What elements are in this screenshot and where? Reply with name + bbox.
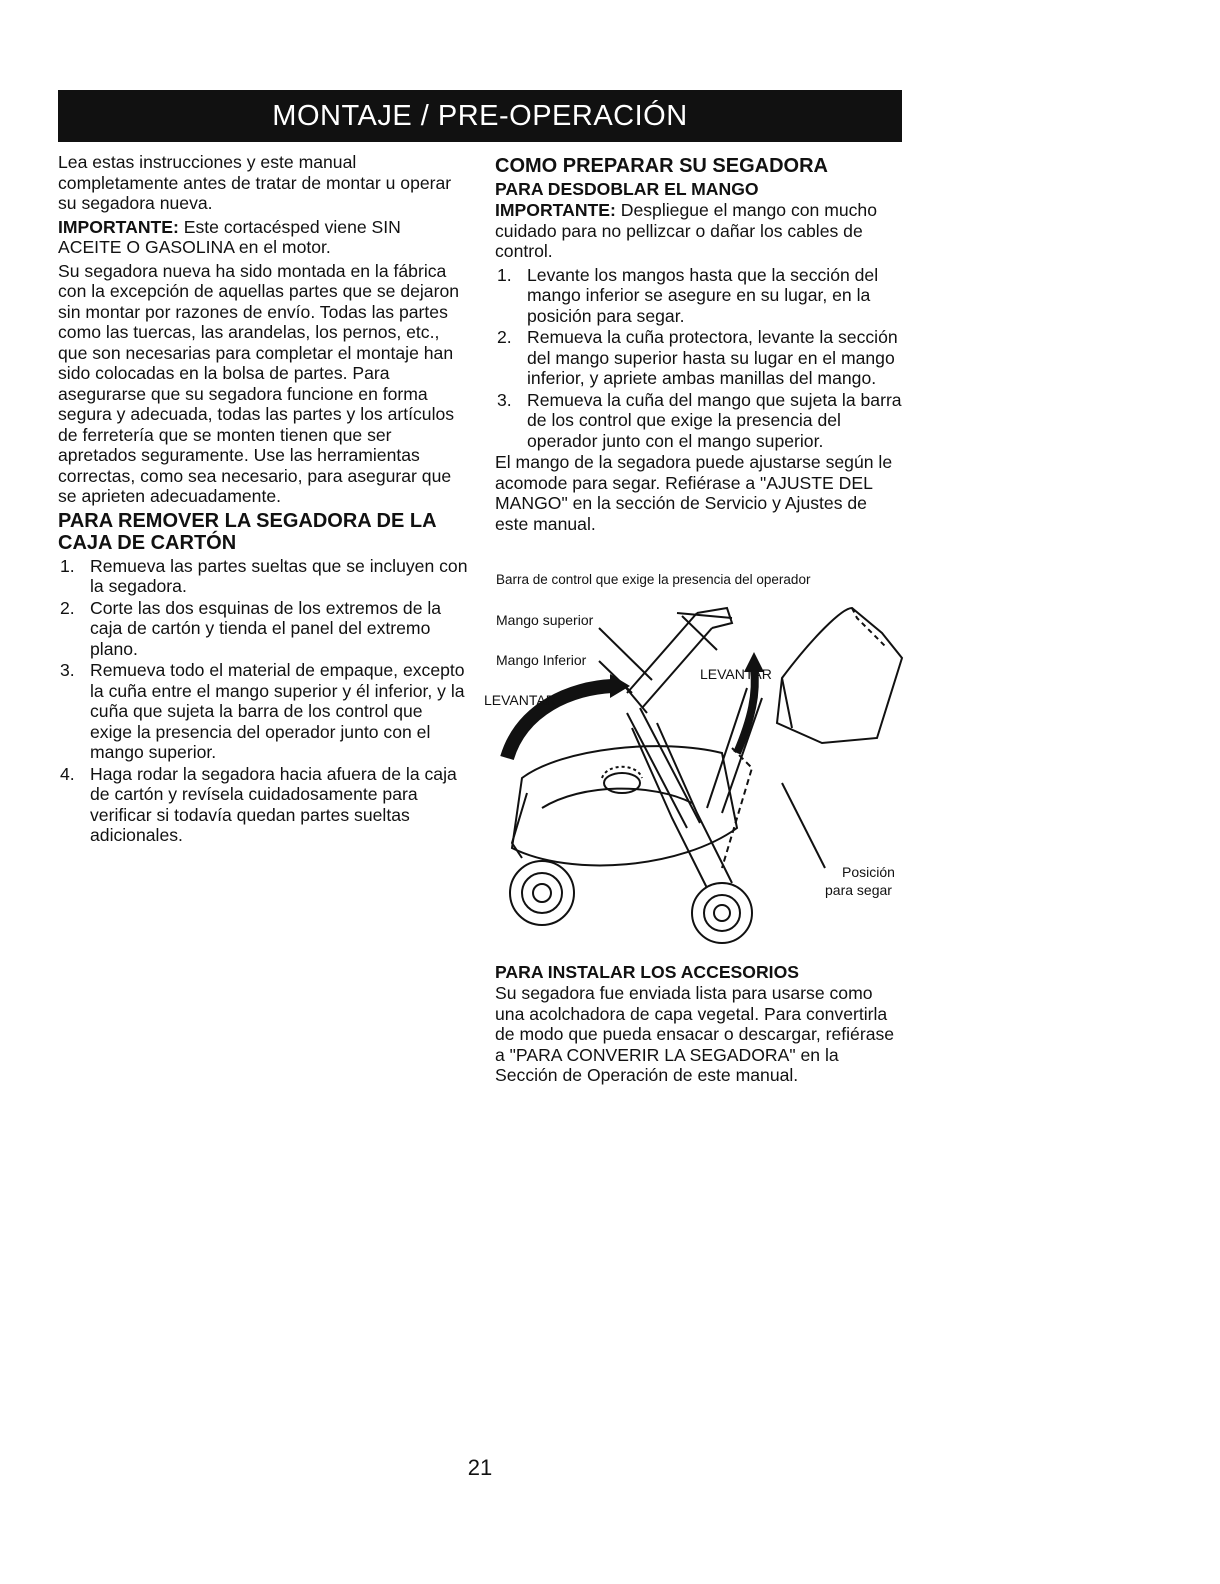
assembly-paragraph: Su segadora nueva ha sido montada en la fábrica con la excepción de aquellas partes que se dejaron sin montar por razones de envío. Todas las partes como las tuercas, las arandelas, los pernos, etc., que son necesarias para completar el montaje han sido colocadas en la bolsa de partes. Para asegurarse que su segadora funcione en forma segura y adecuada, todas las partes y los artículos de ferretería que se monten tienen que ser apretados seguramente. Use las herramientas correctas, como sea necesario, para asegurar que se aprieten adecuadamente. [58,260,460,506]
adjust-paragraph: El mango de la segadora puede ajustarse según le acomode para segar. Refiérase a "AJUSTE DEL MANGO" en la sección de Servicio y Ajustes de este manual. [495,452,893,534]
prepare-heading: COMO PREPARAR SU SEGADORA [495,155,828,177]
label-upper-handle: Mango superior [496,612,594,628]
label-operator-bar: Barra de control que exige la presencia del operador [496,572,811,587]
accessories-paragraph: Su segadora fue enviada lista para usarse como una acolchadora de capa vegetal. Para convertirla de modo que pueda ensacar o descargar, refiérase a "PARA CONVERIR LA SEGADORA" en la Sección de Operación de este manual. [495,983,895,1085]
important-text: Despliegue el mango con mucho cuidado para no pellizcar o dañar los cables de control. [495,200,878,261]
remove-heading: PARA REMOVER LA SEGADORA DE LA CAJA DE CARTÓN [58,509,436,554]
list-item: 4. Haga rodar la segadora hacia afuera de la caja de cartón y revísela cuidadosamente para verificar si todavía quedan partes sueltas adicionales. [60,763,457,845]
right-column [495,152,905,537]
mower-handle-figure [482,568,912,948]
list-item: 3. Remueva todo el material de empaque, excepto la cuña entre el mango superior y él inferior, y la cuña que sujeta la barra de los control que exige la presencia del operador junto con el mango superior. [60,660,465,762]
left-column [58,152,468,847]
label-position: Posición [842,864,895,880]
remove-steps-list [58,556,468,846]
label-lift-right: LEVANTAR [700,666,772,682]
list-item: 3. Remueva la cuña del mango que sujeta la barra de los control que exige la presencia del operador junto con el mango superior. [497,389,902,451]
page-number: 21 [467,1455,493,1480]
list-item: 2. Corte las dos esquinas de los extremos de la caja de cartón y tienda el panel del extremo plano. [60,597,442,659]
important-label: IMPORTANTE: [495,200,616,220]
label-lift-left: LEVANTAR [484,692,556,708]
important-label: IMPORTANTE: [58,216,179,237]
intro-paragraph: Lea estas instrucciones y este manual completamente antes de tratar de montar u operar su segadora nueva. [58,152,452,213]
page-title: MONTAJE / PRE-OPERACIÓN [58,90,902,142]
list-item: 2. Remueva la cuña protectora, levante la sección del mango superior hasta su lugar en el mango inferior, y apriete ambas manillas del mango. [497,327,898,388]
label-lower-handle: Mango Inferior [496,652,587,668]
label-position-sub: para segar [825,882,892,898]
list-item: 1. Levante los mangos hasta que la sección del mango inferior se asegure en su lugar, en la posición para segar. [497,264,879,326]
important-notice [58,217,468,258]
unfold-heading: PARA DESDOBLAR EL MANGO [495,179,759,199]
unfold-steps-list [495,265,905,452]
list-item: 1. Remueva las partes sueltas que se incluyen con la segadora. [60,555,468,596]
accessories-heading: PARA INSTALAR LOS ACCESORIOS [495,962,799,982]
important-text: Este cortacésped viene SIN ACEITE O GASOLINA en el motor. [58,216,401,257]
important-notice [495,200,905,262]
accessories-section [495,962,905,1089]
